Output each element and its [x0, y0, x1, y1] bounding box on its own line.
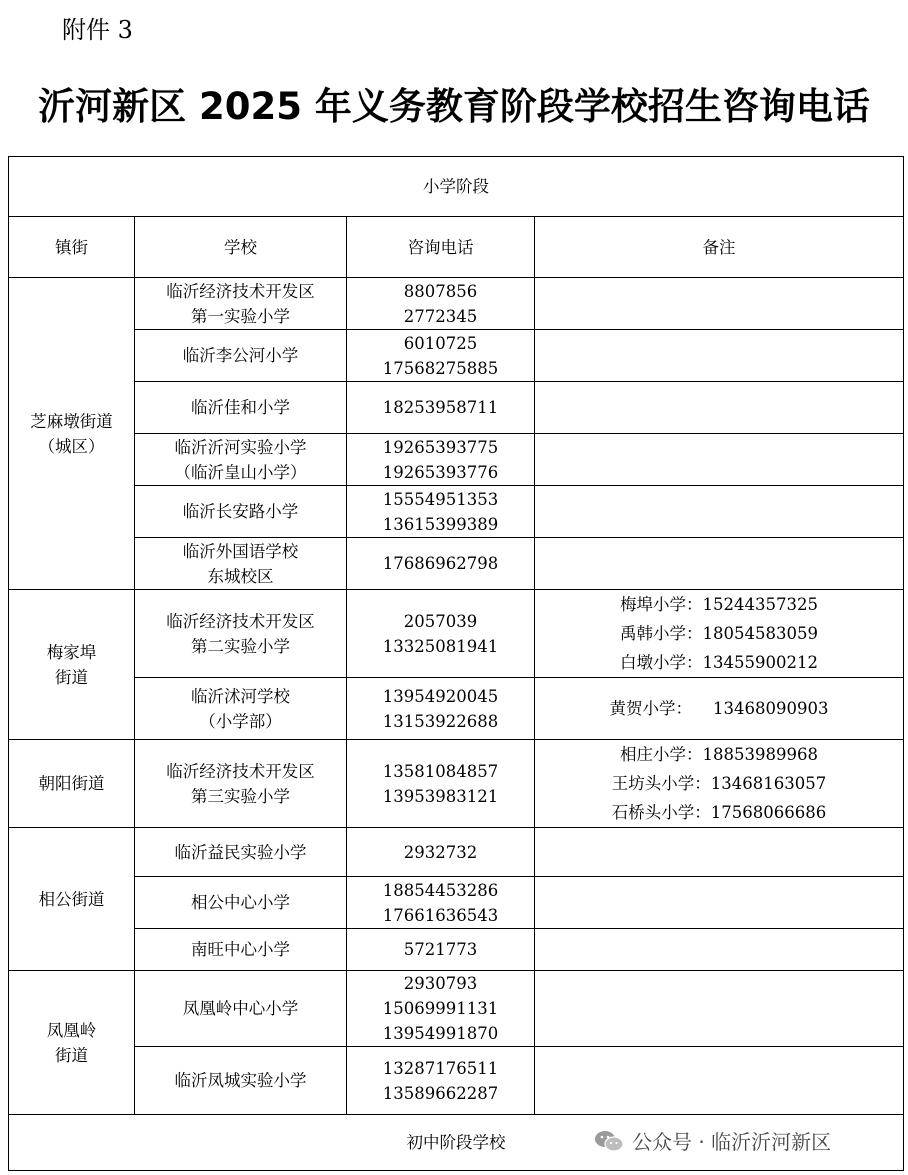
school-name-line: 相公中心小学: [191, 893, 290, 912]
school-cell: [135, 971, 347, 1047]
note-cell: [535, 278, 904, 330]
school-name-line: 临沂沂河实验小学: [174, 437, 307, 457]
section-primary: 小学阶段: [9, 157, 904, 217]
note-cell: [535, 929, 904, 971]
note-line: 白墩小学：13455900212: [620, 653, 818, 672]
school-cell: [135, 330, 347, 382]
phone-cell: [347, 678, 535, 740]
street-cell: [9, 971, 135, 1115]
note-cell: [535, 1047, 904, 1115]
phone-cell: [347, 971, 535, 1047]
note-line: 禹韩小学：18054583059: [620, 624, 818, 643]
note-cell: [535, 740, 904, 828]
note-cell: [535, 486, 904, 538]
note-line: 王坊头小学：13468163057: [611, 774, 827, 793]
enrollment-phone-table: [8, 156, 904, 1171]
phone-number: 13287176511: [382, 1058, 499, 1078]
note-cell: [535, 382, 904, 434]
phone-number: 17568275885: [382, 358, 499, 378]
street-cell: [9, 740, 135, 828]
header-street: 镇街: [9, 217, 135, 278]
phone-cell: [347, 877, 535, 929]
phone-cell: [347, 434, 535, 486]
phone-cell: [347, 740, 535, 828]
phone-number: 18854453286: [382, 880, 499, 900]
phone-number: 2057039: [403, 611, 478, 631]
street-cell: [9, 828, 135, 971]
school-name-line: 临沂长安路小学: [182, 502, 299, 521]
note-line: 梅埠小学：15244357325: [620, 595, 818, 614]
street-name-line: 朝阳街道: [38, 774, 105, 793]
header-phone: 咨询电话: [347, 217, 535, 278]
school-name-line: 临沂经济技术开发区: [166, 611, 315, 631]
phone-number: 17661636543: [382, 905, 499, 925]
street-name-line: 街道: [55, 1045, 88, 1065]
phone-number: 13589662287: [382, 1083, 499, 1103]
phone-number: 13581084857: [382, 761, 499, 781]
school-cell: [135, 382, 347, 434]
school-name-line: 南旺中心小学: [191, 940, 290, 959]
school-name-line: 临沂益民实验小学: [174, 842, 307, 862]
note-cell: [535, 434, 904, 486]
phone-number: 13325081941: [382, 636, 499, 656]
attachment-label: 附件 3: [62, 16, 133, 44]
school-cell: [135, 486, 347, 538]
school-name-line: 临沂经济技术开发区: [166, 281, 315, 301]
street-name-line: 相公街道: [38, 889, 105, 909]
phone-cell: [347, 538, 535, 590]
street-name-line: 街道: [55, 667, 88, 687]
phone-number: 13953983121: [382, 786, 499, 806]
phone-cell: [347, 330, 535, 382]
school-cell: [135, 877, 347, 929]
school-name-line: 临沂凤城实验小学: [174, 1071, 307, 1090]
note-cell: [535, 330, 904, 382]
school-name-line: 第二实验小学: [191, 636, 290, 656]
phone-number: 19265393775: [382, 437, 499, 457]
phone-number: 5721773: [403, 940, 478, 959]
school-cell: [135, 740, 347, 828]
school-cell: [135, 1047, 347, 1115]
school-name-line: 第一实验小学: [191, 306, 290, 326]
phone-number: 17686962798: [382, 554, 499, 573]
phone-number: 13153922688: [382, 711, 499, 731]
watermark: [594, 1126, 831, 1155]
note-cell: [535, 678, 904, 740]
phone-number: 13954920045: [382, 686, 499, 706]
phone-cell: [347, 828, 535, 877]
street-name-line: 凤凰岭: [46, 1020, 97, 1040]
phone-cell: [347, 929, 535, 971]
note-line: 石桥头小学：17568066686: [611, 803, 827, 822]
note-cell: [535, 971, 904, 1047]
school-name-line: 临沂佳和小学: [191, 398, 290, 417]
phone-number: 2932732: [403, 842, 478, 862]
school-name-line: 临沂经济技术开发区: [166, 761, 315, 781]
phone-cell: [347, 486, 535, 538]
phone-number: 2930793: [403, 974, 478, 993]
note-line: 黄贺小学： 13468090903: [609, 699, 829, 718]
phone-cell: [347, 382, 535, 434]
phone-number: 15069991131: [382, 999, 499, 1018]
school-name-line: 东城校区: [207, 566, 274, 586]
school-name-line: 临沂李公河小学: [182, 346, 299, 365]
school-name-line: 临沂外国语学校: [182, 541, 299, 561]
phone-number: 13615399389: [382, 514, 499, 534]
phone-cell: [347, 278, 535, 330]
section-middle: 初中阶段学校: [9, 1115, 904, 1171]
phone-number: 15554951353: [382, 489, 499, 509]
wechat-icon: [594, 1129, 624, 1153]
phone-number: 6010725: [403, 333, 478, 353]
phone-number: 2772345: [403, 306, 478, 326]
phone-cell: [347, 1047, 535, 1115]
school-cell: [135, 538, 347, 590]
street-name-line: （城区）: [38, 436, 105, 456]
school-name-line: 第三实验小学: [191, 786, 290, 806]
school-name-line: 凤凰岭中心小学: [182, 999, 299, 1018]
street-cell: [9, 590, 135, 740]
document-title: 沂河新区 2025 年义务教育阶段学校招生咨询电话: [38, 85, 870, 128]
school-name-line: （小学部）: [199, 711, 282, 731]
phone-number: 19265393776: [382, 462, 499, 482]
school-name-line: （临沂皇山小学）: [174, 462, 307, 482]
header-school: 学校: [135, 217, 347, 278]
street-cell: [9, 278, 135, 590]
note-cell: [535, 828, 904, 877]
phone-number: 18253958711: [382, 398, 499, 417]
school-name-line: 临沂沭河学校: [191, 686, 290, 706]
school-cell: [135, 278, 347, 330]
phone-cell: [347, 590, 535, 678]
school-cell: [135, 678, 347, 740]
school-cell: [135, 929, 347, 971]
note-cell: [535, 538, 904, 590]
school-cell: [135, 434, 347, 486]
street-name-line: 芝麻墩街道: [30, 411, 113, 431]
street-name-line: 梅家埠: [46, 642, 97, 662]
watermark-text: 公众号 · 临沂沂河新区: [632, 1130, 832, 1154]
note-cell: [535, 877, 904, 929]
note-line: 相庄小学：18853989968: [620, 745, 818, 764]
note-cell: [535, 590, 904, 678]
school-cell: [135, 828, 347, 877]
header-note: 备注: [535, 217, 904, 278]
phone-number: 8807856: [403, 281, 478, 301]
school-cell: [135, 590, 347, 678]
phone-number: 13954991870: [382, 1024, 499, 1043]
